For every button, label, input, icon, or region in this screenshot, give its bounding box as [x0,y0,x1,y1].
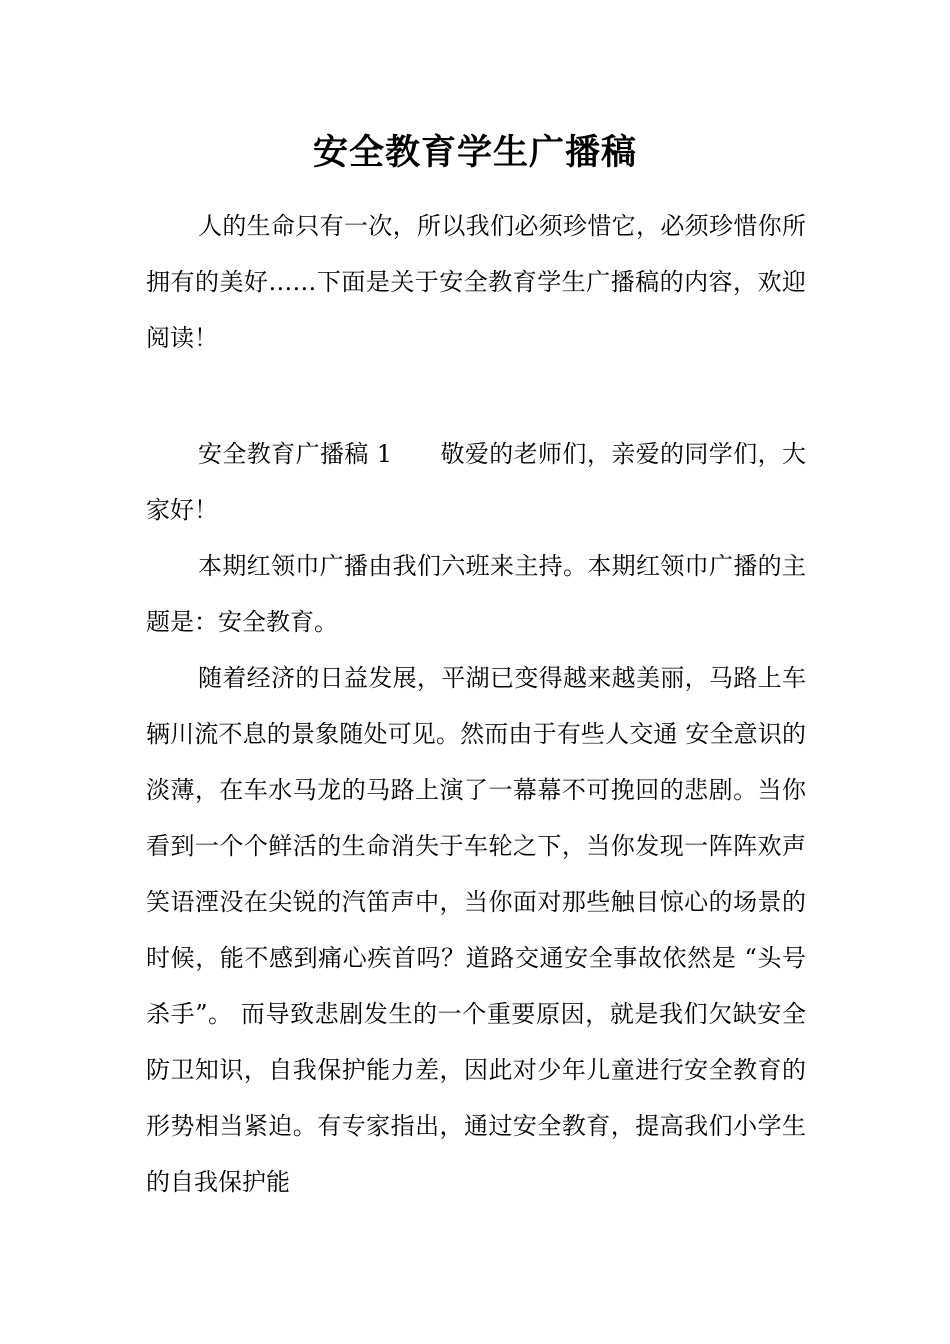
section-1 [146,426,806,1210]
body-paragraph-1: 本期红领巾广播由我们六班来主持。本期红领巾广播的主题是：安全教育。 [146,552,806,636]
intro-paragraph: 人的生命只有一次，所以我们必须珍惜它，必须珍惜你所拥有的美好……下面是关于安全教育学生广播稿的内容，欢迎阅读！ [146,212,806,352]
body-paragraph-2: 随着经济的日益发展，平湖已变得越来越美丽，马路上车辆川流不息的景象随处可见。然而由于有些人交通 安全意识的淡薄，在车水马龙的马路上演了一幕幕不可挽回的悲剧。当你看到一个个鲜活的生命消失于车轮之下，当你发现一阵阵欢声笑语湮没在尖锐的汽笛声中，当你面对那些触目惊心的场景的时候，能不感到痛心疾首吗？道路交通安全事故依然是 “头号杀手”。 而导致悲剧发生的一个重要原因，就是我们欠缺安全防卫知识，自我保护能力差，因此对少年儿童进行安全教育的形势相当紧迫。有专家指出，通过安全教育，提高我们小学生的自我保护能 [146,664,806,1196]
section-1-heading: 安全教育广播稿 1 [198,440,393,468]
document-title: 安全教育学生广播稿 [312,132,637,173]
section-1-greeting: 敬爱的老师们，亲爱的同学们，大家好！ [146,440,806,524]
intro-block [146,198,806,366]
section-1-opening [146,426,806,538]
